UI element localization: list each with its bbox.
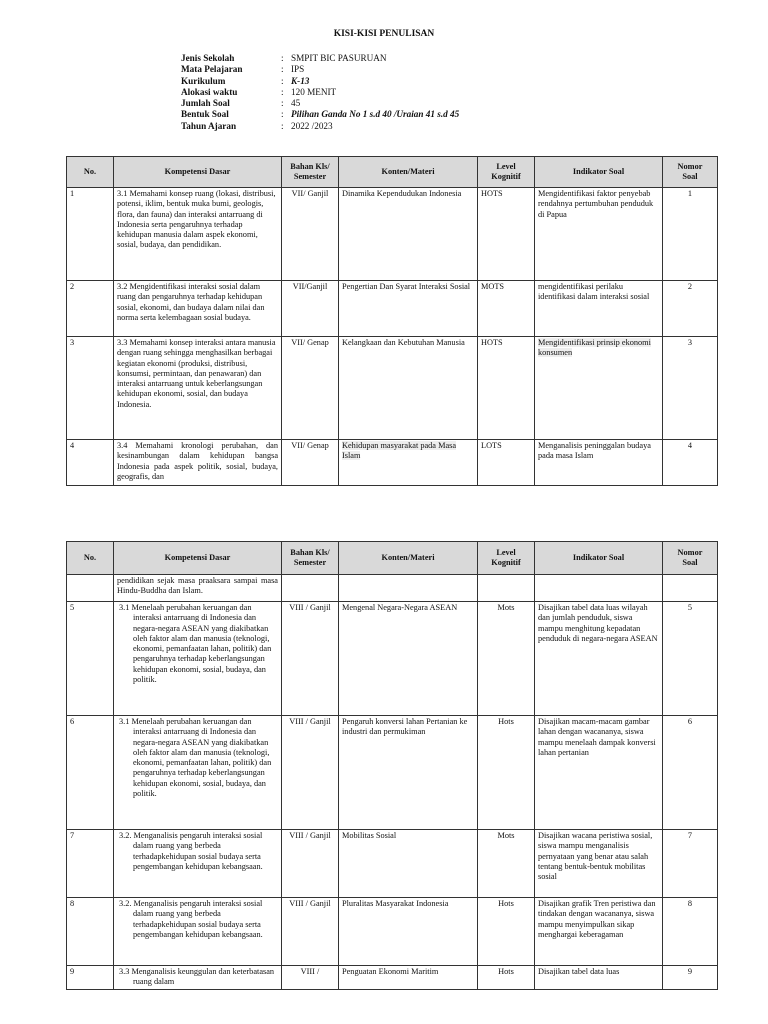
header-kompetensi: Kompetensi Dasar (114, 157, 282, 188)
cell-level: Mots (478, 602, 535, 716)
konten-highlight: Kehidupan masyarakat pada Masa Islam (342, 441, 457, 461)
kompetensi-text: 3.1 Menelaah perubahan keruangan dan interaksi antarruang di Indonesia dan negara-negara ASEAN yang diakibatkan oleh faktor alam dan manusia (teknologi, ekonomi, pemanfaatan lahan, politik) dan pengaruhnya terhadap keberlangsungan kehidupan ekonomi, sosial, budaya, dan politik. (119, 717, 272, 799)
document-title: KISI-KISI PENULISAN (333, 29, 435, 39)
info-value: 2022 /2023 (291, 120, 333, 131)
cell-level: LOTS (478, 440, 535, 486)
cell-konten: Dinamika Kependudukan Indonesia (339, 188, 478, 281)
cell-konten (339, 440, 478, 486)
info-value: K-13 (291, 75, 310, 86)
cell-level: MOTS (478, 281, 535, 337)
info-value: Pilihan Ganda No 1 s.d 40 /Uraian 41 s.d 45 (291, 109, 460, 120)
table-row (67, 830, 718, 898)
kompetensi-text: 3.1 Menelaah perubahan keruangan dan interaksi antarruang di Indonesia dan negara-negara ASEAN yang diakibatkan oleh faktor alam dan manusia (teknologi, ekonomi, pemanfaatan lahan, politik) dan pengaruhnya terhadap keberlangsungan kehidupan ekonomi, sosial, budaya, dan politik. (119, 603, 272, 685)
cell-level: Hots (478, 898, 535, 966)
cell-level: HOTS (478, 188, 535, 281)
info-label: Kurikulum (181, 75, 226, 86)
cell-nomor: 2 (663, 281, 718, 337)
cell-indikator: mengidentifikasi perilaku identifikasi dalam interaksi sosial (535, 281, 663, 337)
info-row: Kurikulum : K-13 (181, 75, 310, 86)
header-nomor: Nomor Soal (663, 157, 718, 188)
cell-kompetensi (114, 830, 282, 898)
cell-kompetensi: 3.1 Memahami konsep ruang (lokasi, distribusi, potensi, iklim, bentuk muka bumi, geologis, flora, dan fauna) dan interaksi antarruang di Indonesia serta pengaruhnya terhadap kehidupan manusia dalam aspek ekonomi, sosial, budaya, dan pendidikan. (114, 188, 282, 281)
cell-nomor: 5 (663, 602, 718, 716)
cell-nomor: 1 (663, 188, 718, 281)
info-label: Alokasi waktu (181, 86, 238, 97)
cell-indikator (535, 575, 663, 602)
cell-bahan: VIII / Ganjil (282, 898, 339, 966)
cell-level: HOTS (478, 337, 535, 440)
indikator-highlight: Mengidentifikasi prinsip ekonomi konsumen (538, 338, 651, 358)
info-row: Jenis Sekolah : SMPIT BIC PASURUAN (181, 53, 387, 63)
kompetensi-text: 3.3 Menganalisis keunggulan dan keterbatasan ruang dalam (119, 967, 275, 987)
header-kompetensi: Kompetensi Dasar (114, 542, 282, 575)
cell-konten: Mobilitas Sosial (339, 830, 478, 898)
cell-indikator: Disajikan macam-macam gambar lahan dengan wacananya, siswa mampu menelaah dampak konversi lahan pertanian (535, 716, 663, 830)
cell-level (478, 575, 535, 602)
kompetensi-text: 3.2. Menganalisis pengaruh interaksi sosial dalam ruang yang berbeda terhadapkehidupan sosial budaya serta pengembangan kehidupan kebangsaan. (119, 831, 263, 871)
cell-nomor: 7 (663, 830, 718, 898)
info-row: Mata Pelajaran : IPS (181, 64, 305, 75)
cell-kompetensi: 3.4 Memahami kronologi perubahan, dan kesinambungan dalam kehidupan bangsa Indonesia pada aspek politik, sosial, budaya, geografis, dan (114, 440, 282, 486)
header-bahan: Bahan Kls/ Semester (282, 157, 339, 188)
header-level: Level Kognitif (478, 157, 535, 188)
cell-bahan: VIII / Ganjil (282, 602, 339, 716)
info-label: Tahun Ajaran (181, 120, 237, 131)
cell-kompetensi (114, 716, 282, 830)
cell-indikator: Menganalisis peninggalan budaya pada masa Islam (535, 440, 663, 486)
header-nomor: Nomor Soal (663, 542, 718, 575)
cell-konten: Kelangkaan dan Kebutuhan Manusia (339, 337, 478, 440)
cell-bahan: VIII / (282, 966, 339, 990)
cell-konten: Pluralitas Masyarakat Indonesia (339, 898, 478, 966)
cell-level: Hots (478, 966, 535, 990)
cell-kompetensi (114, 966, 282, 990)
header-konten: Konten/Materi (339, 157, 478, 188)
cell-bahan (282, 575, 339, 602)
table-row (67, 281, 718, 337)
cell-no: 6 (67, 716, 114, 830)
cell-bahan: VIII / Ganjil (282, 830, 339, 898)
cell-nomor: 9 (663, 966, 718, 990)
table-row (67, 440, 718, 486)
table-row (67, 188, 718, 281)
cell-no: 3 (67, 337, 114, 440)
header-no: No. (67, 542, 114, 575)
table-row (67, 898, 718, 966)
cell-konten: Pengaruh konversi lahan Pertanian ke industri dan permukiman (339, 716, 478, 830)
info-value: IPS (291, 64, 305, 75)
cell-nomor (663, 575, 718, 602)
info-label: Mata Pelajaran (181, 64, 243, 75)
cell-kompetensi: pendidikan sejak masa praaksara sampai masa Hindu-Buddha dan Islam. (114, 575, 282, 602)
kisi-table-page-2 (66, 541, 718, 990)
info-value: SMPIT BIC PASURUAN (291, 53, 387, 63)
header-indikator: Indikator Soal (535, 157, 663, 188)
cell-no: 1 (67, 188, 114, 281)
info-label: Jenis Sekolah (181, 53, 235, 63)
cell-no: 5 (67, 602, 114, 716)
cell-nomor: 6 (663, 716, 718, 830)
cell-indikator: Disajikan tabel data luas (535, 966, 663, 990)
header-bahan: Bahan Kls/ Semester (282, 542, 339, 575)
header-no: No. (67, 157, 114, 188)
cell-indikator: Disajikan tabel data luas wilayah dan jumlah penduduk, siswa mampu menghitung kepadatan penduduk di negara-negara ASEAN (535, 602, 663, 716)
info-value: 120 MENIT (291, 86, 337, 97)
table-row (67, 966, 718, 990)
cell-nomor: 3 (663, 337, 718, 440)
info-label: Jumlah Soal (181, 98, 230, 109)
cell-no: 9 (67, 966, 114, 990)
info-label: Bentuk Soal (181, 109, 229, 120)
kisi-table-page-1 (66, 156, 718, 486)
table-row (67, 602, 718, 716)
cell-konten: Pengertian Dan Syarat Interaksi Sosial (339, 281, 478, 337)
cell-bahan: VIII / Ganjil (282, 716, 339, 830)
cell-bahan: VII/Ganjil (282, 281, 339, 337)
cell-konten (339, 575, 478, 602)
cell-no: 8 (67, 898, 114, 966)
info-block (181, 53, 459, 132)
cell-level: Hots (478, 716, 535, 830)
cell-bahan: VII/ Genap (282, 337, 339, 440)
kompetensi-text: 3.2. Menganalisis pengaruh interaksi sosial dalam ruang yang berbeda terhadapkehidupan sosial budaya serta pengembangan kehidupan kebangsaan. (119, 899, 263, 939)
cell-indikator: Mengidentifikasi faktor penyebab rendahnya pertumbuhan penduduk di Papua (535, 188, 663, 281)
header-konten: Konten/Materi (339, 542, 478, 575)
cell-no: 2 (67, 281, 114, 337)
cell-konten: Penguatan Ekonomi Maritim (339, 966, 478, 990)
cell-indikator: Disajikan wacana peristiwa sosial, siswa mampu menganalisis pernyataan yang benar atau salah tentang bentuk-bentuk mobilitas sosial (535, 830, 663, 898)
info-row: Bentuk Soal : Pilihan Ganda No 1 s.d 40 /Uraian 41 s.d 45 (181, 109, 460, 120)
table-row (67, 337, 718, 440)
table-header-row (67, 542, 718, 575)
cell-no: 7 (67, 830, 114, 898)
cell-kompetensi: 3.2 Mengidentifikasi interaksi sosial dalam ruang dan pengaruhnya terhadap kehidupan sosial, ekonomi, dan budaya dalam nilai dan norma serta kelembagaan sosial budaya. (114, 281, 282, 337)
table-row (67, 716, 718, 830)
cell-indikator (535, 337, 663, 440)
cell-konten: Mengenal Negara-Negara ASEAN (339, 602, 478, 716)
cell-indikator: Disajikan grafik Tren peristiwa dan tindakan dengan wacananya, siswa mampu menyimpulkan sikap menghargai keberagaman (535, 898, 663, 966)
cell-no: 4 (67, 440, 114, 486)
cell-kompetensi (114, 602, 282, 716)
cell-nomor: 4 (663, 440, 718, 486)
cell-level: Mots (478, 830, 535, 898)
info-row: Tahun Ajaran : 2022 /2023 (181, 120, 333, 131)
table-header-row (67, 157, 718, 188)
cell-bahan: VII/ Ganjil (282, 188, 339, 281)
cell-nomor: 8 (663, 898, 718, 966)
cell-bahan: VII/ Genap (282, 440, 339, 486)
header-level: Level Kognitif (478, 542, 535, 575)
cell-kompetensi: 3.3 Memahami konsep interaksi antara manusia dengan ruang sehingga menghasilkan berbagai kegiatan ekonomi (produksi, distribusi, konsumsi, permintaan, dan penawaran) dan interaksi antarruang untuk keberlangsungan kehidupan ekonomi, sosial, dan budaya Indonesia. (114, 337, 282, 440)
cell-no (67, 575, 114, 602)
info-row: Jumlah Soal : 45 (181, 98, 301, 109)
header-indikator: Indikator Soal (535, 542, 663, 575)
info-value: 45 (291, 98, 301, 109)
info-row: Alokasi waktu : 120 MENIT (181, 86, 337, 97)
cell-kompetensi (114, 898, 282, 966)
table-row (67, 575, 718, 602)
